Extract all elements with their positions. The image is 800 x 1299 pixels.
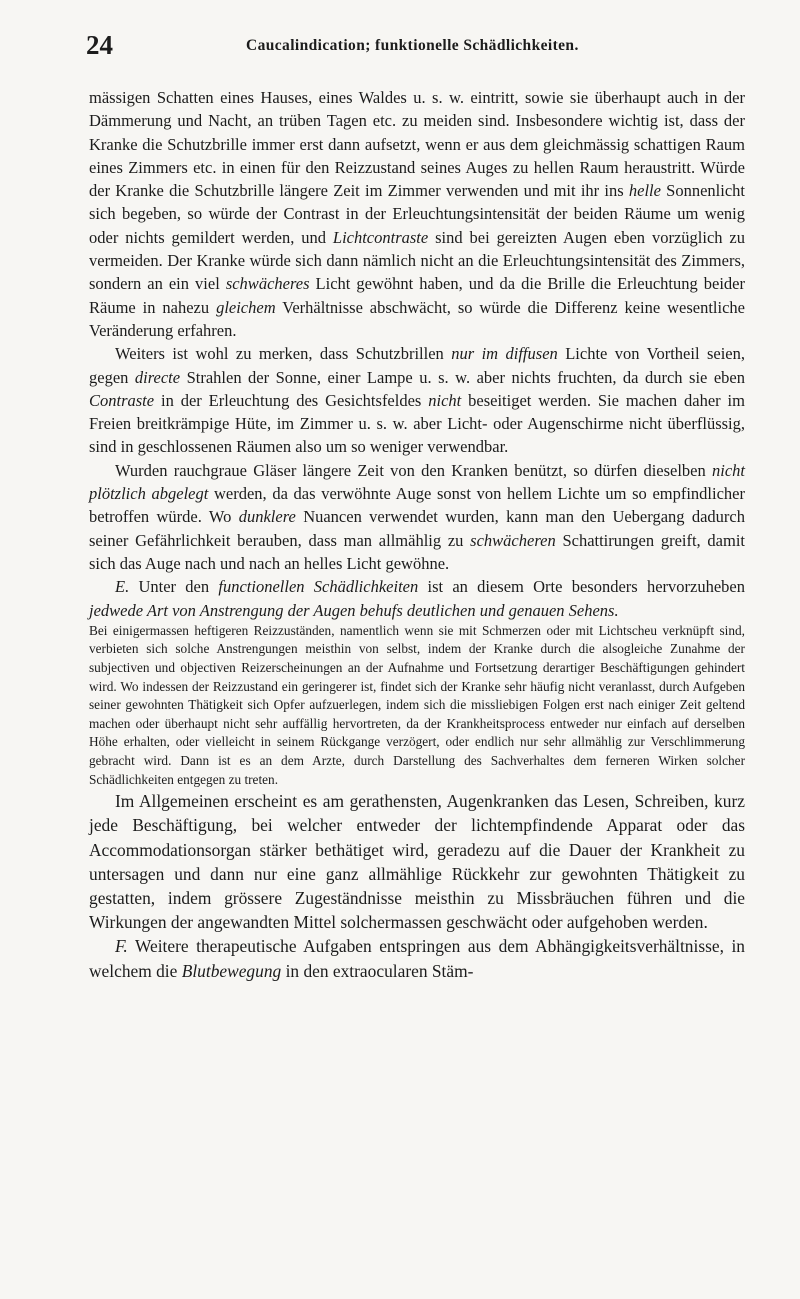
paragraph-7: F. Weitere therapeutische Aufgaben entspringen aus dem Abhängigkeitsverhältnisse, in welchem die Blutbewegung in den extraocularen Stäm- (89, 936, 745, 981)
paragraph-1: mässigen Schatten eines Hauses, eines Waldes u. s. w. eintritt, sowie sie überhaupt auch in der Dämmerung und Nacht, an trüben Tagen etc. zu meiden sind. Insbesondere wichtig ist, dass der Kranke die Schutzbrille immer erst dann aufsetzt, wenn er aus dem gleichmässig schattigen Raum eines Zimmers etc. in einen für den Reizzustand seines Auges zu hellen Raum heraustritt. Würde der Kranke die Schutzbrille längere Zeit im Zimmer verwenden und mit ihr ins helle Sonnenlicht sich begeben, so würde der Contrast in der Erleuchtungsintensität der beiden Räume um wenig oder nichts gemildert werden, und Lichtcontraste sind bei gereizten Augen eben vorzüglich zu vermeiden. Der Kranke würde sich dann nämlich nicht an die Erleuchtungsintensität des Zimmers, sondern an ein viel schwächeres Licht gewöhnt haben, und da die Brille die Erleuchtung beider Räume in nahezu gleichem Verhältnisse abschwächt, so würde die Differenz keine wesentliche Veränderung erfahren. (89, 88, 746, 340)
page-number: 24 (86, 30, 113, 60)
running-head: Caucalindication; funktionelle Schädlichkeiten. (246, 37, 579, 54)
page-header (86, 30, 746, 64)
paragraph-6: Im Allgemeinen erscheint es am gerathensten, Augenkranken das Lesen, Schreiben, kurz jede Beschäftigung, bei welcher entweder der lichtempfindende Apparat oder das Accommodationsorgan stärker bethätiget wird, geradezu auf die Dauer der Krankheit zu untersagen und dann nur eine ganz allmählige Rückkehr zur gewohnten Thätigkeit zu gestatten, indem grössere Zugeständnisse meisthin zu Missbräuchen führen und die Wirkungen der angewandten Mittel solchermassen geschwächt oder aufgehoben werden. (89, 791, 745, 933)
paragraph-4: E. Unter den functionellen Schädlichkeiten ist an diesem Orte besonders hervorzuheben jedwede Art von Anstrengung der Augen behufs deutlichen und genauen Sehens. (89, 577, 745, 620)
body-text (89, 86, 745, 983)
paragraph-2: Weiters ist wohl zu merken, dass Schutzbrillen nur im diffusen Lichte von Vortheil seien, gegen directe Strahlen der Sonne, einer Lampe u. s. w. aber nichts fruchten, da durch sie eben Contraste in der Erleuchtung des Gesichtsfeldes nicht beseitiget werden. Sie machen daher im Freien breitkrämpige Hüte, im Zimmer u. s. w. aber Licht- oder Augenschirme nicht überflüssig, sind in geschlossenen Räumen also um so weniger verwendbar. (89, 344, 745, 457)
small-print-paragraph: Bei einigermassen heftigeren Reizzuständen, namentlich wenn sie mit Schmerzen oder mit Lichtscheu verknüpft sind, verbieten sich solche Anstrengungen meisthin von selbst, indem der Kranke durch die alsogleiche Zunahme der subjectiven und objectiven Reizerscheinungen an der Aufnahme und Fortsetzung derartiger Beschäftigungen gehindert wird. Wo indessen der Reizzustand ein geringerer ist, findet sich der Kranke sehr häufig nicht veranlasst, durch Aufgeben seiner gewohnten Thätigkeit sich Opfer aufzuerlegen, indem sich die missliebigen Folgen erst nach einiger Zeit geltend machen oder überhaupt nicht sehr auffällig hervortreten, da der Krankheitsprocess entweder nur einfach auf derselben Höhe erhalten, oder vielleicht in seinem Rückgange verzögert, oder endlich nur sehr allmählig zur Verschlimmerung gebracht wird. Dann ist es an dem Arzte, durch Darstellung des Sachverhaltes dem ferneren Wirken solcher Schädlichkeiten entgegen zu treten. (89, 622, 745, 787)
paragraph-3: Wurden rauchgraue Gläser längere Zeit von den Kranken benützt, so dürfen dieselben nicht plötzlich abgelegt werden, da das verwöhnte Auge sonst von hellem Lichte um so empfindlicher betroffen würde. Wo dunklere Nuancen verwendet wurden, kann man den Uebergang dadurch seiner Gefährlichkeit berauben, dass man allmählig zu schwächeren Schattirungen greift, damit sich das Auge nach und nach an helles Licht gewöhne. (89, 460, 745, 573)
